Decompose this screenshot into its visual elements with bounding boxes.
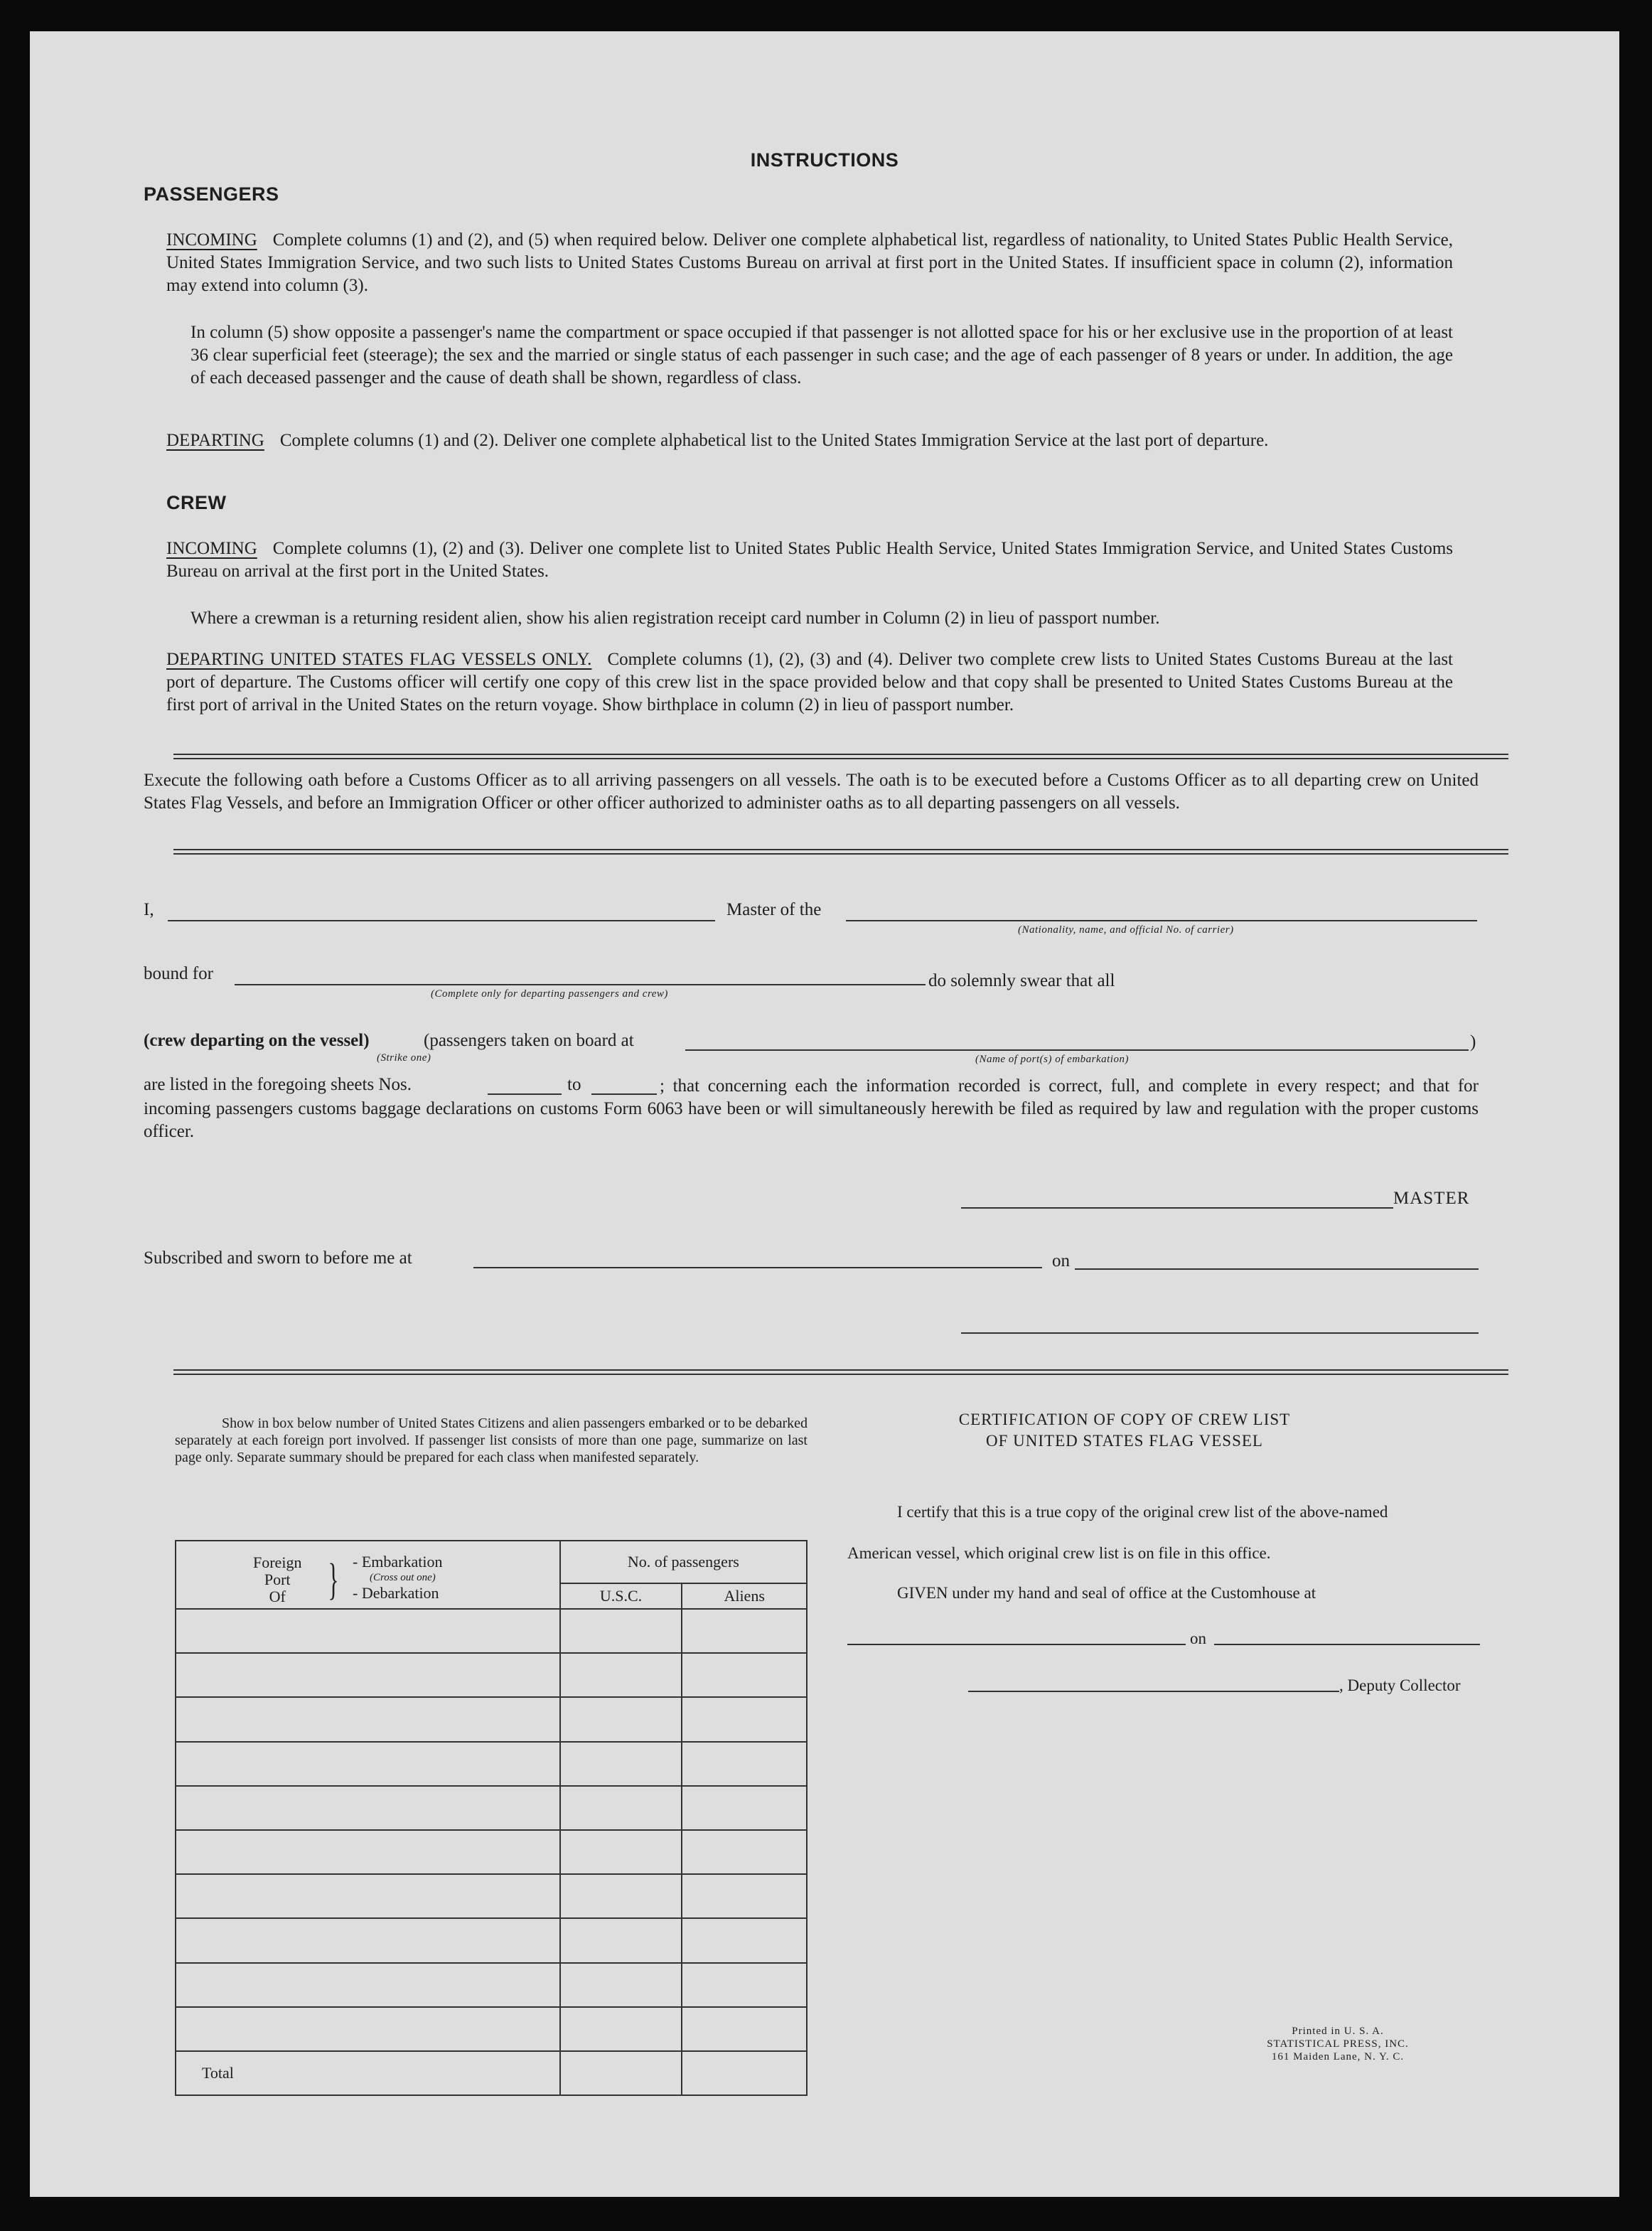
aliens-header: Aliens xyxy=(682,1583,807,1609)
usc-cell[interactable] xyxy=(560,1786,682,1830)
crew-incoming-text: Complete columns (1), (2) and (3). Deliver one complete list to United States Public Health Service, United States Immigration Service, and United States Customs Bureau on arrival at the first port in the United States. xyxy=(166,539,1453,581)
aliens-cell[interactable] xyxy=(682,1830,807,1874)
column5-paragraph: In column (5) show opposite a passenger's name the compartment or space occupied if that passenger is not allotted space for his or her exclusive use in the proportion of at least 36 clear superficial feet (steerage); the sex and the married or single status of each passenger in such case; and the age of each passenger of 8 years or under. In addition, the age of each deceased passenger and the cause of death shall be shown, regardless of class. xyxy=(191,323,1453,387)
summary-intro: Show in box below number of United States Citizens and alien passengers embarked or to be debarked separately at each foreign port involved. If passenger list consists of more than one page, summarize on last page only. Separate summary should be prepared for each class when manifested separately. xyxy=(175,1416,808,1465)
aliens-total-cell[interactable] xyxy=(682,2051,807,2095)
table-row xyxy=(176,1609,807,1653)
aliens-cell[interactable] xyxy=(682,1874,807,1918)
given-text: GIVEN under my hand and seal of office at the Customhouse at xyxy=(897,1584,1316,1602)
customhouse-field[interactable] xyxy=(847,1644,1186,1645)
aliens-cell[interactable] xyxy=(682,1653,807,1697)
aliens-cell[interactable] xyxy=(682,2007,807,2051)
i-label: I, xyxy=(144,900,154,919)
swear-label: do solemnly swear that all xyxy=(928,971,1115,990)
imprint-line2: STATISTICAL PRESS, INC. xyxy=(1267,2038,1409,2050)
port-embarkation-field[interactable] xyxy=(685,1049,1469,1051)
cert-on-label: on xyxy=(1190,1630,1206,1647)
oath-execute-paragraph: Execute the following oath before a Customs Officer as to all arriving passengers on all vessels. The oath is to be executed before a Customs Officer as to all departing crew on United States Flag Vessels, and before an Immigration Officer or other officer authorized to administer oaths as to all departing passengers on all vessels. xyxy=(144,771,1479,813)
port-cell[interactable] xyxy=(176,1963,560,2007)
usc-cell[interactable] xyxy=(560,2007,682,2051)
passengers-heading: PASSENGERS xyxy=(144,183,279,205)
carrier-caption: (Nationality, name, and official No. of carrier) xyxy=(1018,924,1234,936)
passengers-incoming-label: INCOMING xyxy=(166,230,257,250)
passengers-incoming-paragraph xyxy=(166,229,1453,297)
master-of-label: Master of the xyxy=(726,900,822,919)
port-cell[interactable] xyxy=(176,1697,560,1741)
master-signature-field[interactable] xyxy=(961,1207,1393,1209)
table-row xyxy=(176,1786,807,1830)
form-sheet xyxy=(30,31,1619,2197)
no-passengers-header: No. of passengers xyxy=(560,1541,807,1583)
usc-cell[interactable] xyxy=(560,1653,682,1697)
usc-cell[interactable] xyxy=(560,1874,682,1918)
passengers-departing-paragraph xyxy=(166,429,1453,452)
table-row xyxy=(176,1697,807,1741)
master-name-field[interactable] xyxy=(168,920,715,921)
table-row xyxy=(176,1830,807,1874)
imprint-line1: Printed in U. S. A. xyxy=(1292,2026,1384,2037)
crew-departing-paragraph xyxy=(166,648,1453,717)
table-row xyxy=(176,1742,807,1786)
passengers-incoming-text: Complete columns (1) and (2), and (5) when required below. Deliver one complete alphabetical list, regardless of nationality, to United States Public Health Service, United States Immigration Service, and two such lists to United States Customs Bureau on arrival at first port in the United States. If insufficient space in column (2), information may extend into column (3). xyxy=(166,230,1453,295)
port-cell[interactable] xyxy=(176,1830,560,1874)
aliens-cell[interactable] xyxy=(682,1786,807,1830)
divider xyxy=(173,849,1508,855)
certification-heading-line1: CERTIFICATION OF COPY OF CREW LIST xyxy=(958,1411,1291,1428)
port-cell[interactable] xyxy=(176,1609,560,1653)
deputy-signature-field[interactable] xyxy=(968,1691,1339,1692)
master-label: MASTER xyxy=(1393,1189,1470,1208)
total-label: Total xyxy=(176,2051,560,2095)
instructions-heading: INSTRUCTIONS xyxy=(750,149,899,171)
bound-for-label: bound for xyxy=(144,964,213,983)
certification-heading-line2: OF UNITED STATES FLAG VESSEL xyxy=(986,1432,1263,1450)
crew-resident-paragraph: Where a crewman is a returning resident alien, show his alien registration receipt card number in Column (2) in lieu of passport number. xyxy=(191,609,1160,628)
header-foreign: Foreign xyxy=(253,1553,302,1571)
aliens-cell[interactable] xyxy=(682,1697,807,1741)
on-label: on xyxy=(1052,1251,1070,1270)
bound-caption: (Complete only for departing passengers and crew) xyxy=(431,988,668,1000)
port-cell[interactable] xyxy=(176,2007,560,2051)
usc-header: U.S.C. xyxy=(560,1583,682,1609)
close-paren: ) xyxy=(1470,1032,1476,1052)
listed-rest-text: ; that concerning each the information recorded is correct, full, and complete in every respect; and that for incoming passengers customs baggage declarations on customs Form 6063 have been or will simultaneously herewith be filed as required by law and regulation with the proper customs officer. xyxy=(144,1076,1479,1141)
header-debarkation: - Debarkation xyxy=(353,1584,439,1602)
port-cell[interactable] xyxy=(176,1742,560,1786)
to-label: to xyxy=(567,1075,581,1094)
port-cell[interactable] xyxy=(176,1786,560,1830)
table-row xyxy=(176,1874,807,1918)
certify-line2: American vessel, which original crew list is on file in this office. xyxy=(847,1544,1271,1562)
header-of: Of xyxy=(269,1588,286,1605)
crew-departing-option[interactable]: (crew departing on the vessel) xyxy=(144,1031,370,1050)
table-row xyxy=(176,1918,807,1962)
usc-cell[interactable] xyxy=(560,1830,682,1874)
printer-imprint xyxy=(1231,2025,1444,2063)
header-embarkation: - Embarkation xyxy=(353,1553,443,1571)
listed-label: are listed in the foregoing sheets Nos. xyxy=(144,1075,412,1094)
total-row xyxy=(176,2051,807,2095)
sworn-date-field[interactable] xyxy=(1075,1268,1479,1270)
port-cell[interactable] xyxy=(176,1874,560,1918)
usc-cell[interactable] xyxy=(560,1609,682,1653)
divider xyxy=(173,1369,1508,1375)
deputy-label: , Deputy Collector xyxy=(1339,1676,1461,1694)
aliens-cell[interactable] xyxy=(682,1742,807,1786)
header-port: Port xyxy=(264,1571,291,1588)
certification-heading xyxy=(847,1409,1402,1452)
subscribed-label: Subscribed and sworn to before me at xyxy=(144,1248,412,1268)
aliens-cell[interactable] xyxy=(682,1609,807,1653)
officer-signature-field[interactable] xyxy=(961,1332,1479,1334)
usc-cell[interactable] xyxy=(560,1918,682,1962)
passenger-summary-table xyxy=(175,1540,808,2096)
divider xyxy=(173,754,1508,759)
bound-for-field[interactable] xyxy=(235,984,926,985)
port-caption: (Name of port(s) of embarkation) xyxy=(975,1054,1129,1065)
crew-heading: CREW xyxy=(166,492,227,513)
table-row xyxy=(176,2007,807,2051)
port-header-cell xyxy=(176,1541,560,1609)
usc-cell[interactable] xyxy=(560,1697,682,1741)
crew-incoming-label: INCOMING xyxy=(166,539,257,558)
brace-icon: } xyxy=(328,1556,339,1604)
carrier-field[interactable] xyxy=(846,920,1477,921)
usc-total-cell[interactable] xyxy=(560,2051,682,2095)
usc-cell[interactable] xyxy=(560,1742,682,1786)
certify-line1: I certify that this is a true copy of the original crew list of the above-named xyxy=(897,1503,1388,1521)
table-row xyxy=(176,1653,807,1697)
strike-caption: (Strike one) xyxy=(377,1052,431,1064)
passengers-taken-option[interactable]: (passengers taken on board at xyxy=(424,1031,634,1050)
passengers-departing-text: Complete columns (1) and (2). Deliver one complete alphabetical list to the United States Immigration Service at the last port of departure. xyxy=(279,431,1269,450)
crew-departing-text: Complete columns (1), (2), (3) and (4). Deliver two complete crew lists to United States Customs Bureau at the last port of departure. The Customs officer will certify one copy of this crew list in the space provided below and that copy shall be presented to United States Customs Bureau at the first port of arrival in the United States on the return voyage. Show birthplace in column (2) in lieu of passport number. xyxy=(166,650,1453,715)
cert-date-field[interactable] xyxy=(1214,1644,1480,1645)
crew-incoming-paragraph xyxy=(166,537,1453,583)
imprint-line3: 161 Maiden Lane, N. Y. C. xyxy=(1271,2051,1405,2063)
aliens-cell[interactable] xyxy=(682,1963,807,2007)
crew-departing-label: DEPARTING UNITED STATES FLAG VESSELS ONLY. xyxy=(166,650,592,669)
table-row xyxy=(176,1963,807,2007)
usc-cell[interactable] xyxy=(560,1963,682,2007)
port-cell[interactable] xyxy=(176,1653,560,1697)
table-header-row xyxy=(176,1541,807,1583)
aliens-cell[interactable] xyxy=(682,1918,807,1962)
port-cell[interactable] xyxy=(176,1918,560,1962)
sworn-place-field[interactable] xyxy=(473,1267,1042,1268)
passengers-departing-label: DEPARTING xyxy=(166,431,264,450)
header-cross-out: (Cross out one) xyxy=(370,1572,436,1583)
